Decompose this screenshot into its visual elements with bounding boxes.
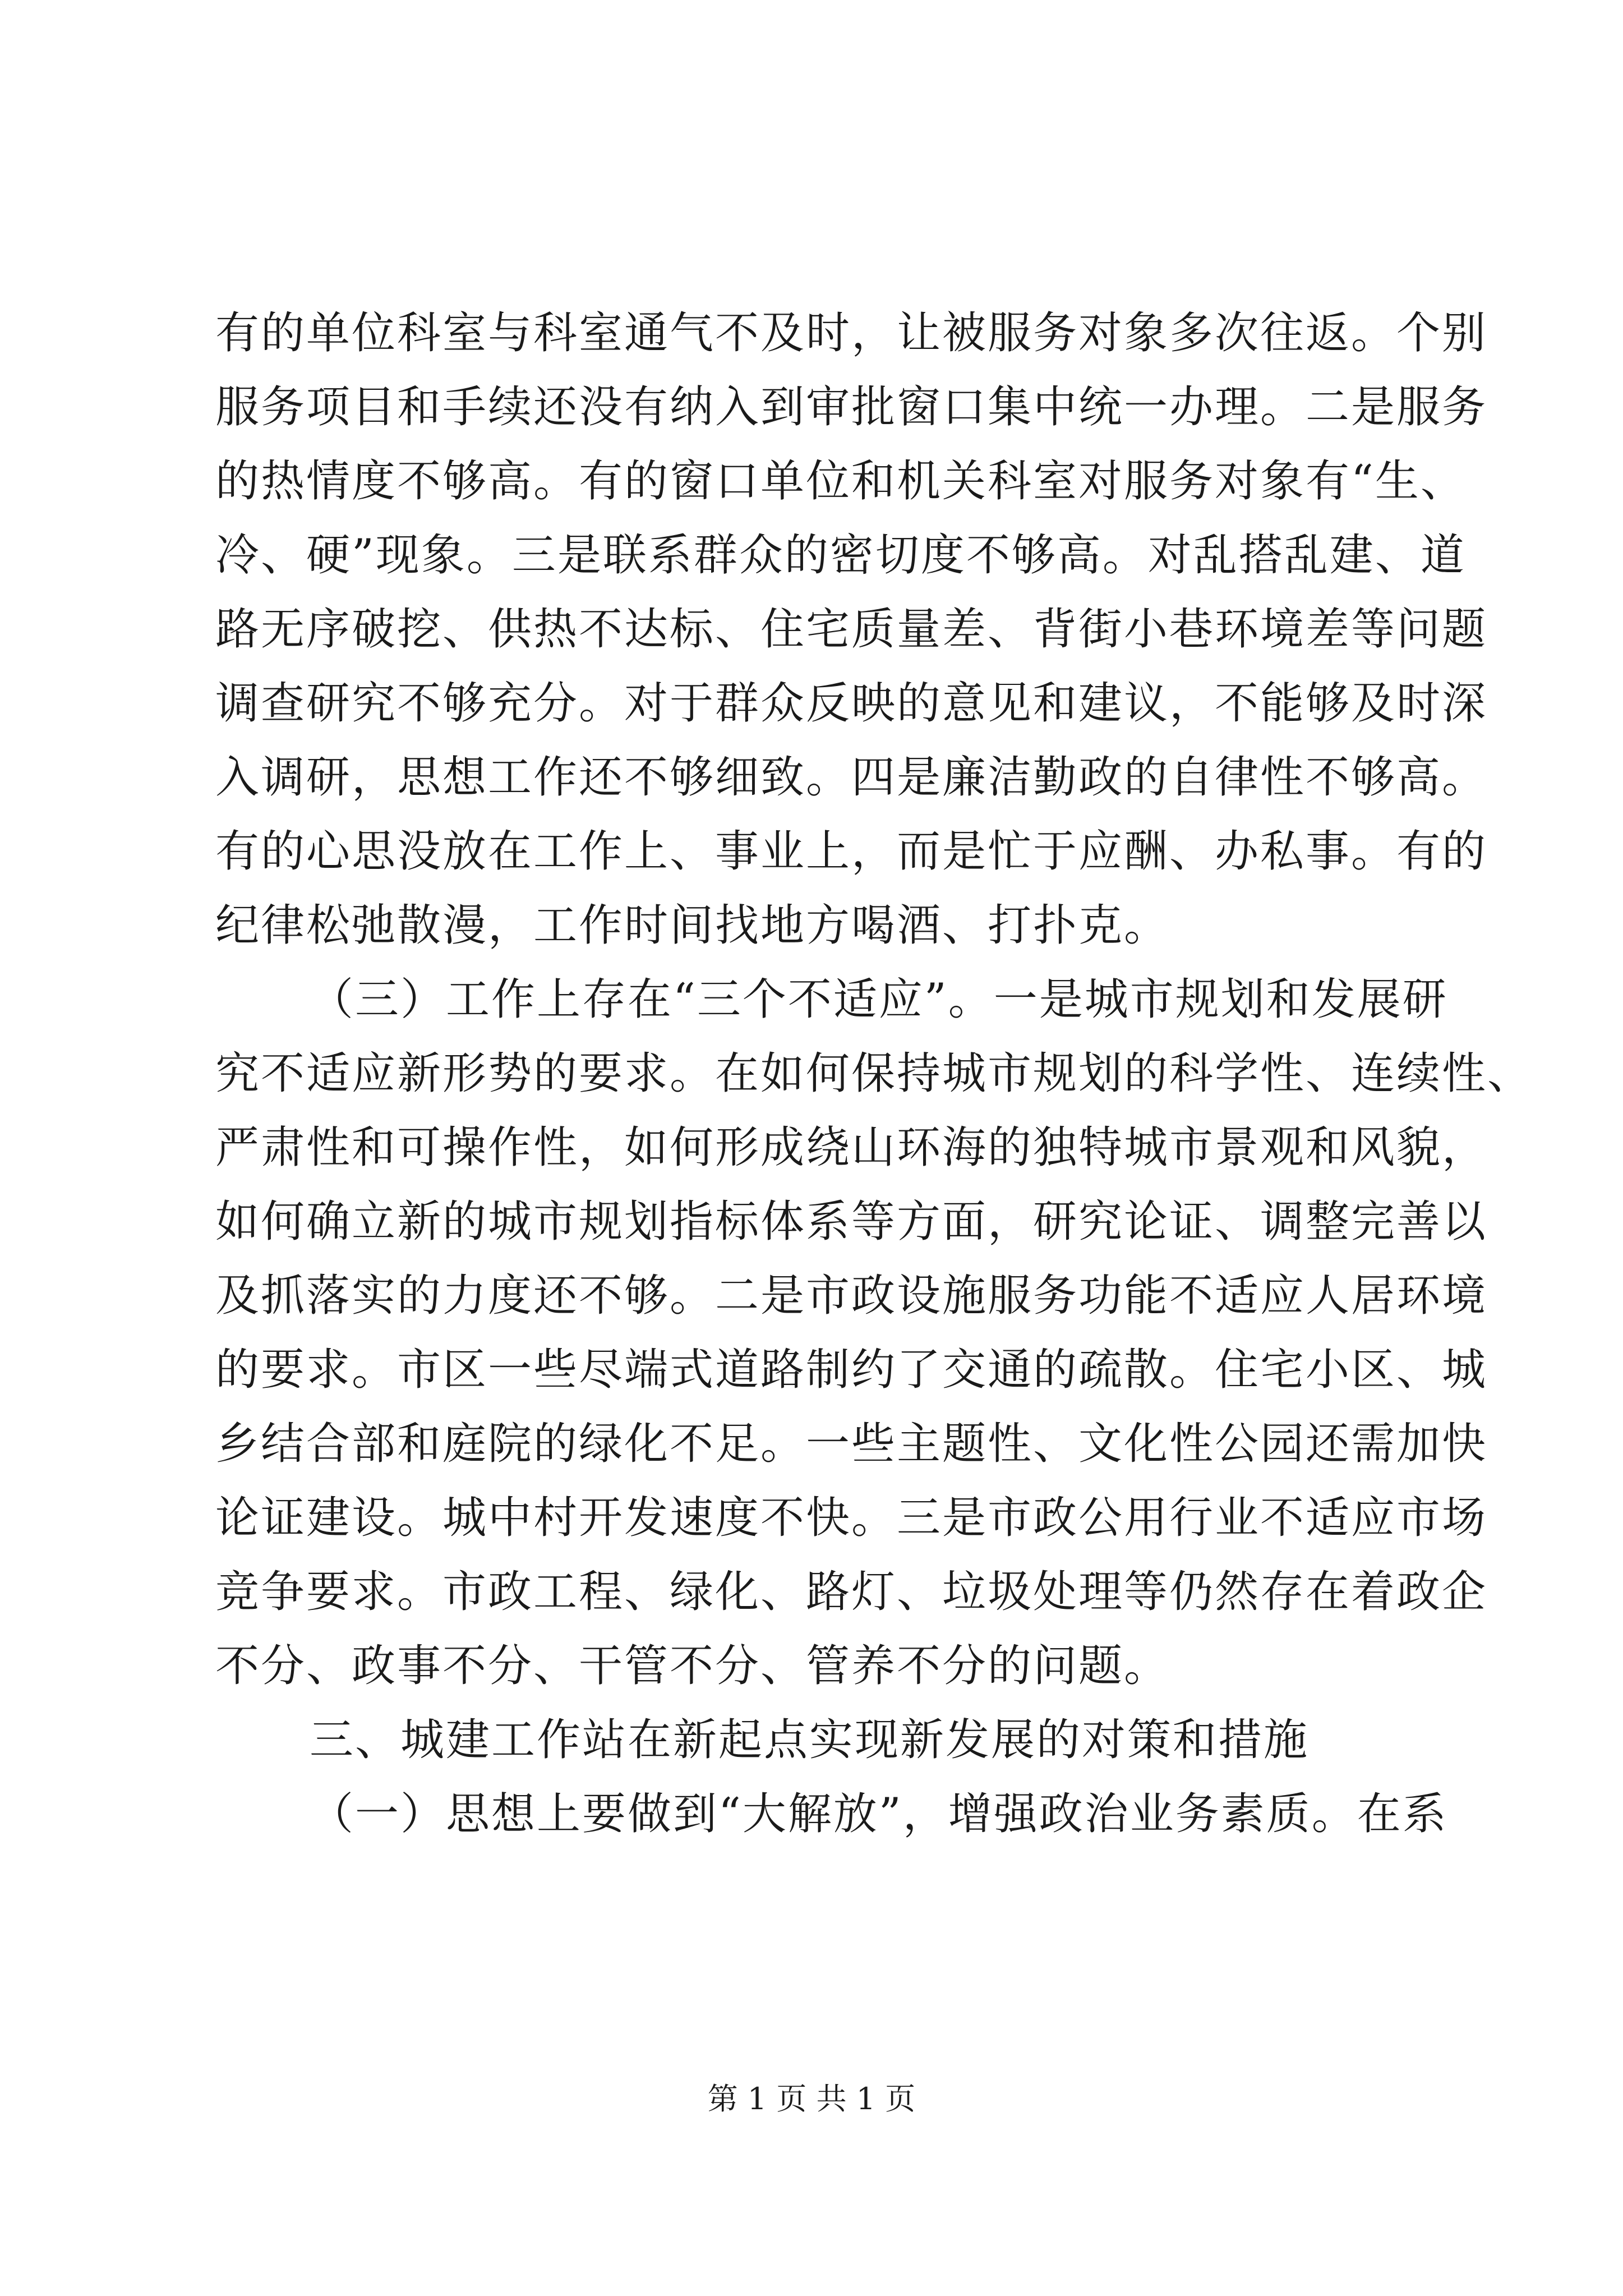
text-line: 究不适应新形势的要求。在如何保持城市规划的科学性、连续性、 [215,1048,1533,1099]
text-line: 的热情度不够高。有的窗口单位和机关科室对服务对象有“生、 [215,456,1466,507]
text-line: 及抓落实的力度还不够。二是市政设施服务功能不适应人居环境 [215,1271,1488,1321]
text-line: （三）工作上存在“三个不适应”。一是城市规划和发展研 [310,974,1448,1025]
text-line: 的要求。市区一些尽端式道路制约了交通的疏散。住宅小区、城 [215,1345,1488,1395]
text-line: 有的单位科室与科室通气不及时，让被服务对象多次往返。个别 [215,308,1488,358]
text-line: （一）思想上要做到“大解放”，增强政治业务素质。在系 [310,1789,1448,1839]
text-line: 不分、政事不分、干管不分、管养不分的问题。 [215,1641,1170,1691]
text-line: 竞争要求。市政工程、绿化、路灯、垃圾处理等仍然存在着政企 [215,1567,1488,1617]
text-line: 入调研，思想工作还不够细致。四是廉洁勤政的自律性不够高。 [215,752,1488,803]
text-line: 论证建设。城中村开发速度不快。三是市政公用行业不适应市场 [215,1493,1488,1543]
text-line: 乡结合部和庭院的绿化不足。一些主题性、文化性公园还需加快 [215,1419,1488,1469]
text-line: 有的心思没放在工作上、事业上，而是忙于应酬、办私事。有的 [215,826,1488,877]
text-line: 调查研究不够充分。对于群众反映的意见和建议，不能够及时深 [215,678,1488,729]
text-line: 如何确立新的城市规划指标体系等方面，研究论证、调整完善以 [215,1197,1488,1247]
text-line: 冷、硬”现象。三是联系群众的密切度不够高。对乱搭乱建、道 [215,530,1466,581]
text-line: 严肃性和可操作性，如何形成绕山环海的独特城市景观和风貌， [215,1122,1488,1173]
text-line: 服务项目和手续还没有纳入到审批窗口集中统一办理。二是服务 [215,382,1488,432]
document-body [215,296,1533,1851]
section-heading: 三、城建工作站在新起点实现新发展的对策和措施 [310,1715,1310,1765]
text-line: 路无序破挖、供热不达标、住宅质量差、背街小巷环境差等问题 [215,604,1488,655]
text-line: 纪律松弛散漫，工作时间找地方喝酒、打扑克。 [215,900,1170,951]
page-footer: 第 1 页 共 1 页 [707,2081,916,2116]
